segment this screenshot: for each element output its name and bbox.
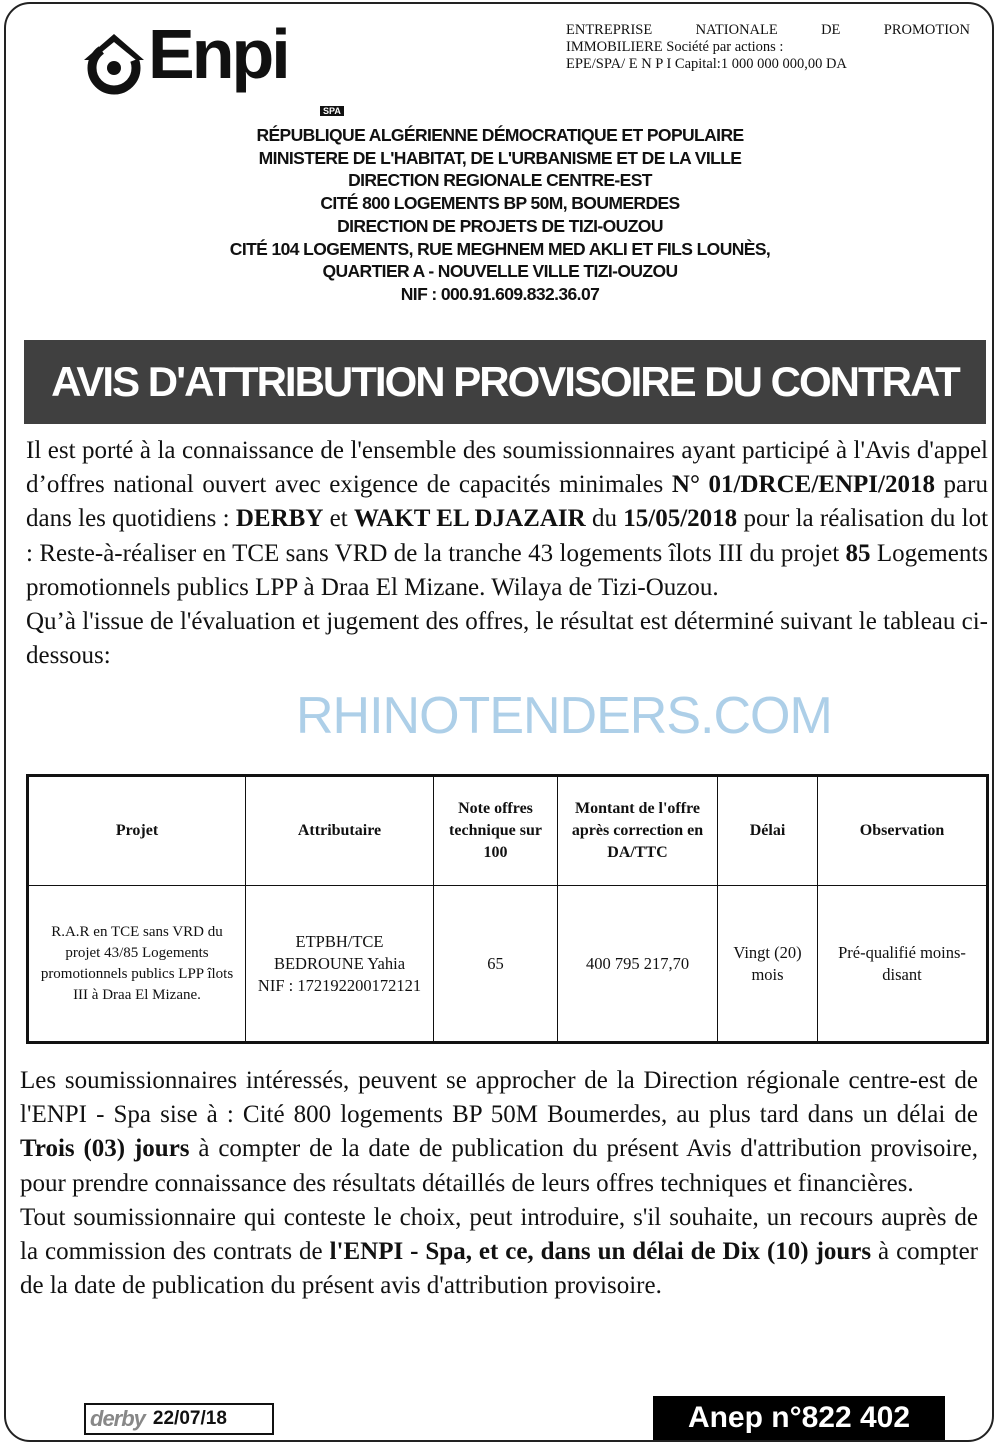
header-note: Note offres technique sur 100 bbox=[434, 776, 558, 886]
watermark: RHINOTENDERS.COM bbox=[296, 687, 832, 745]
closing-paragraph-2 bbox=[20, 1201, 978, 1304]
attributaire-nif: NIF : 172192200172121 bbox=[257, 975, 422, 995]
company-info bbox=[566, 22, 970, 73]
header-observation: Observation bbox=[818, 776, 988, 886]
stamp-date: 22/07/18 bbox=[152, 1408, 227, 1429]
table-header-row bbox=[28, 776, 988, 886]
closing-text-part: Tout soumissionnaire qui conteste le choix, peut introduire, s'il souhaite, un recours auprès de la commission des contrats de bbox=[20, 1203, 978, 1266]
header-line: CITÉ 800 LOGEMENTS BP 50M, BOUMERDES bbox=[320, 193, 680, 214]
closing-text-part: à compter de la date de publication du présent avis d'attribution provisoire. bbox=[20, 1238, 978, 1300]
newspaper-logo: derby bbox=[90, 1406, 145, 1431]
cell-attributaire bbox=[246, 886, 434, 1043]
logo-sub: SPA bbox=[320, 106, 344, 116]
cell-montant: 400 795 217,70 bbox=[558, 886, 718, 1043]
header-line: MINISTERE DE L'HABITAT, DE L'URBANISME ET DE LA VILLE bbox=[258, 147, 742, 168]
header-attributaire: Attributaire bbox=[246, 776, 434, 886]
cell-note: 65 bbox=[434, 886, 558, 1043]
closing-text bbox=[20, 1064, 978, 1303]
intro-text-part: et bbox=[323, 505, 355, 533]
header-projet: Projet bbox=[28, 776, 246, 886]
cell-observation: Pré-qualifié moins-disant bbox=[818, 886, 988, 1043]
company-line-1: ENTREPRISE NATIONALE DE PROMOTION bbox=[566, 22, 970, 38]
header-line: QUARTIER A - NOUVELLE VILLE TIZI-OUZOU bbox=[322, 261, 678, 282]
header-line: CITÉ 104 LOGEMENTS, RUE MEGHNEM MED AKLI ET FILS LOUNÈS, bbox=[229, 238, 771, 259]
intro-paragraph-2: Qu’à l'issue de l'évaluation et jugement des offres, le résultat est déterminé suivant le tableau ci-dessous: bbox=[26, 608, 988, 670]
attributaire-name: ETPBH/TCE BEDROUNE Yahia bbox=[273, 931, 406, 973]
header-line: DIRECTION REGIONALE CENTRE-EST bbox=[348, 170, 652, 191]
publication-date: 15/05/2018 bbox=[623, 505, 738, 533]
header-line: NIF : 000.91.609.832.36.07 bbox=[400, 283, 600, 304]
table-row bbox=[28, 886, 988, 1043]
cell-projet: R.A.R en TCE sans VRD du projet 43/85 Logements promotionnels publics LPP îlots III à Draa El Mizane. bbox=[28, 886, 246, 1043]
intro-text bbox=[26, 434, 988, 673]
deadline-recourse: l'ENPI - Spa, et ce, dans un délai de Dix (10) jours bbox=[329, 1238, 872, 1266]
header-delai: Délai bbox=[718, 776, 818, 886]
intro-text-part: du bbox=[585, 505, 624, 533]
deadline-consult: Trois (03) jours bbox=[20, 1135, 190, 1163]
closing-text-part: Les soumissionnaires intéressés, peuvent se approcher de la Direction régionale centre-est de l'ENPI - Spa sise à : Cité 800 logements BP 50M Boumerdes, au plus tard dans un délai de bbox=[20, 1067, 978, 1129]
notice-title: AVIS D'ATTRIBUTION PROVISOIRE DU CONTRAT bbox=[24, 340, 986, 424]
company-line-3: EPE/SPA/ E N P I Capital:1 000 000 000,00 DA bbox=[566, 56, 847, 72]
closing-paragraph-1 bbox=[20, 1064, 978, 1201]
closing-text-part: à compter de la date de publication du présent Avis d'attribution provisoire, pour prendre connaissance des résultats détaillés de leurs offres techniques et financières. bbox=[20, 1135, 979, 1197]
house-logo-icon bbox=[80, 26, 150, 96]
intro-text-part: paru dans les quotidiens : bbox=[26, 471, 988, 533]
intro-text-part: Il est porté à la connaissance de l'ensemble des soumissionnaires ayant participé à l'Avis d'appel d’offres national ouvert avec exigence de capacités minimales bbox=[26, 437, 988, 499]
intro-text-part: pour la réalisation du lot : Reste-à-réaliser en TCE sans VRD de la tranche 43 logements îlots III du projet bbox=[26, 505, 989, 567]
header-line: RÉPUBLIQUE ALGÉRIENNE DÉMOCRATIQUE ET POPULAIRE bbox=[256, 125, 744, 145]
header-montant: Montant de l'offre après correction en DA/TTC bbox=[558, 776, 718, 886]
intro-text-part: Logements promotionnels publics LPP à Draa El Mizane. Wilaya de Tizi-Ouzou. bbox=[26, 539, 988, 601]
intro-paragraph-1 bbox=[26, 434, 988, 605]
project-number: 85 bbox=[845, 539, 871, 567]
anep-number: Anep n°822 402 bbox=[653, 1396, 945, 1440]
company-line-2: IMMOBILIERE Société par actions : bbox=[566, 39, 784, 55]
header-line: DIRECTION DE PROJETS DE TIZI-OUZOU bbox=[337, 215, 663, 236]
enpi-logo bbox=[80, 15, 341, 116]
results-table bbox=[26, 774, 989, 1044]
official-header bbox=[160, 124, 840, 306]
newspaper-stamp bbox=[84, 1403, 274, 1435]
logo-text: Enpi bbox=[148, 15, 288, 93]
cell-delai: Vingt (20) mois bbox=[718, 886, 818, 1043]
newspaper-name: DERBY bbox=[235, 505, 324, 533]
tender-reference: N° 01/DRCE/ENPI/2018 bbox=[671, 471, 935, 499]
newspaper-name: WAKT EL DJAZAIR bbox=[354, 505, 586, 533]
